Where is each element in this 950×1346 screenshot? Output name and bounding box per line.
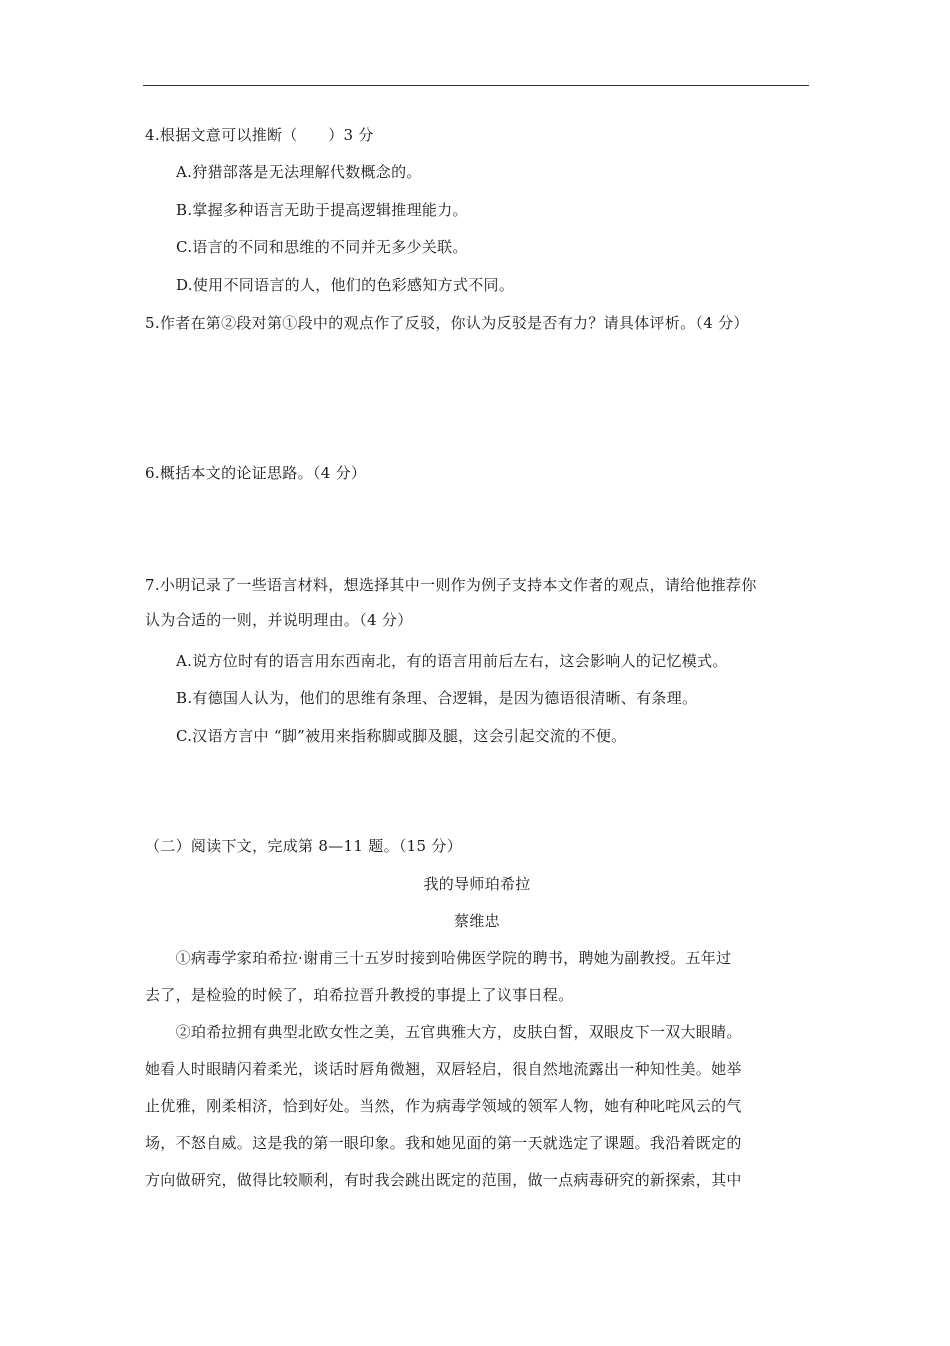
question-6-stem: 6.概括本文的论证思路。（4 分） xyxy=(145,464,367,482)
header-rule xyxy=(143,85,809,86)
paragraph-2-line: 方向做研究，做得比较顺利，有时我会跳出既定的范围，做一点病毒研究的新探索，其中 xyxy=(145,1171,742,1189)
question-4-option-b: B.掌握多种语言无助于提高逻辑推理能力。 xyxy=(176,201,468,219)
paragraph-2-line: 她看人时眼睛闪着柔光，谈话时唇角微翘，双唇轻启，很自然地流露出一种知性美。她举 xyxy=(145,1060,742,1078)
paragraph-1-line: 去了，是检验的时候了，珀希拉晋升教授的事提上了议事日程。 xyxy=(145,986,574,1004)
question-7-option-a: A.说方位时有的语言用东西南北，有的语言用前后左右，这会影响人的记忆模式。 xyxy=(176,652,728,670)
question-4-option-d: D.使用不同语言的人，他们的色彩感知方式不同。 xyxy=(176,276,515,294)
paragraph-2-line: ②珀希拉拥有典型北欧女性之美，五官典雅大方，皮肤白皙，双眼皮下一双大眼睛。 xyxy=(145,1023,742,1041)
article-title: 我的导师珀希拉 xyxy=(423,875,531,893)
question-7-option-c: C.汉语方言中 “脚”被用来指称脚或脚及腿，这会引起交流的不便。 xyxy=(176,727,627,745)
article-author: 蔡维忠 xyxy=(454,912,500,930)
question-5-stem: 5.作者在第②段对第①段中的观点作了反驳，你认为反驳是否有力？请具体评析。（4 分） xyxy=(145,314,749,332)
paragraph-2-line: 场，不怒自威。这是我的第一眼印象。我和她见面的第一天就选定了课题。我沿着既定的 xyxy=(145,1134,742,1152)
question-4-option-a: A.狩猎部落是无法理解代数概念的。 xyxy=(176,163,422,181)
question-7-option-b: B.有德国人认为，他们的思维有条理、合逻辑，是因为德语很清晰、有条理。 xyxy=(176,689,698,707)
paragraph-2-line: 止优雅，刚柔相济，恰到好处。当然，作为病毒学领域的领军人物，她有种叱咤风云的气 xyxy=(145,1097,742,1115)
question-4-stem: 4.根据文意可以推断（ ）3 分 xyxy=(145,126,374,144)
section-2-heading: （二）阅读下文，完成第 8—11 题。（15 分） xyxy=(145,837,463,855)
question-7-stem-line-1: 7.小明记录了一些语言材料，想选择其中一则作为例子支持本文作者的观点，请给他推荐你 xyxy=(145,576,757,594)
question-4-option-c: C.语言的不同和思维的不同并无多少关联。 xyxy=(176,238,468,256)
question-7-stem-line-2: 认为合适的一则，并说明理由。（4 分） xyxy=(145,611,413,629)
paragraph-1-line: ①病毒学家珀希拉·谢甫三十五岁时接到哈佛医学院的聘书，聘她为副教授。五年过 xyxy=(145,949,732,967)
